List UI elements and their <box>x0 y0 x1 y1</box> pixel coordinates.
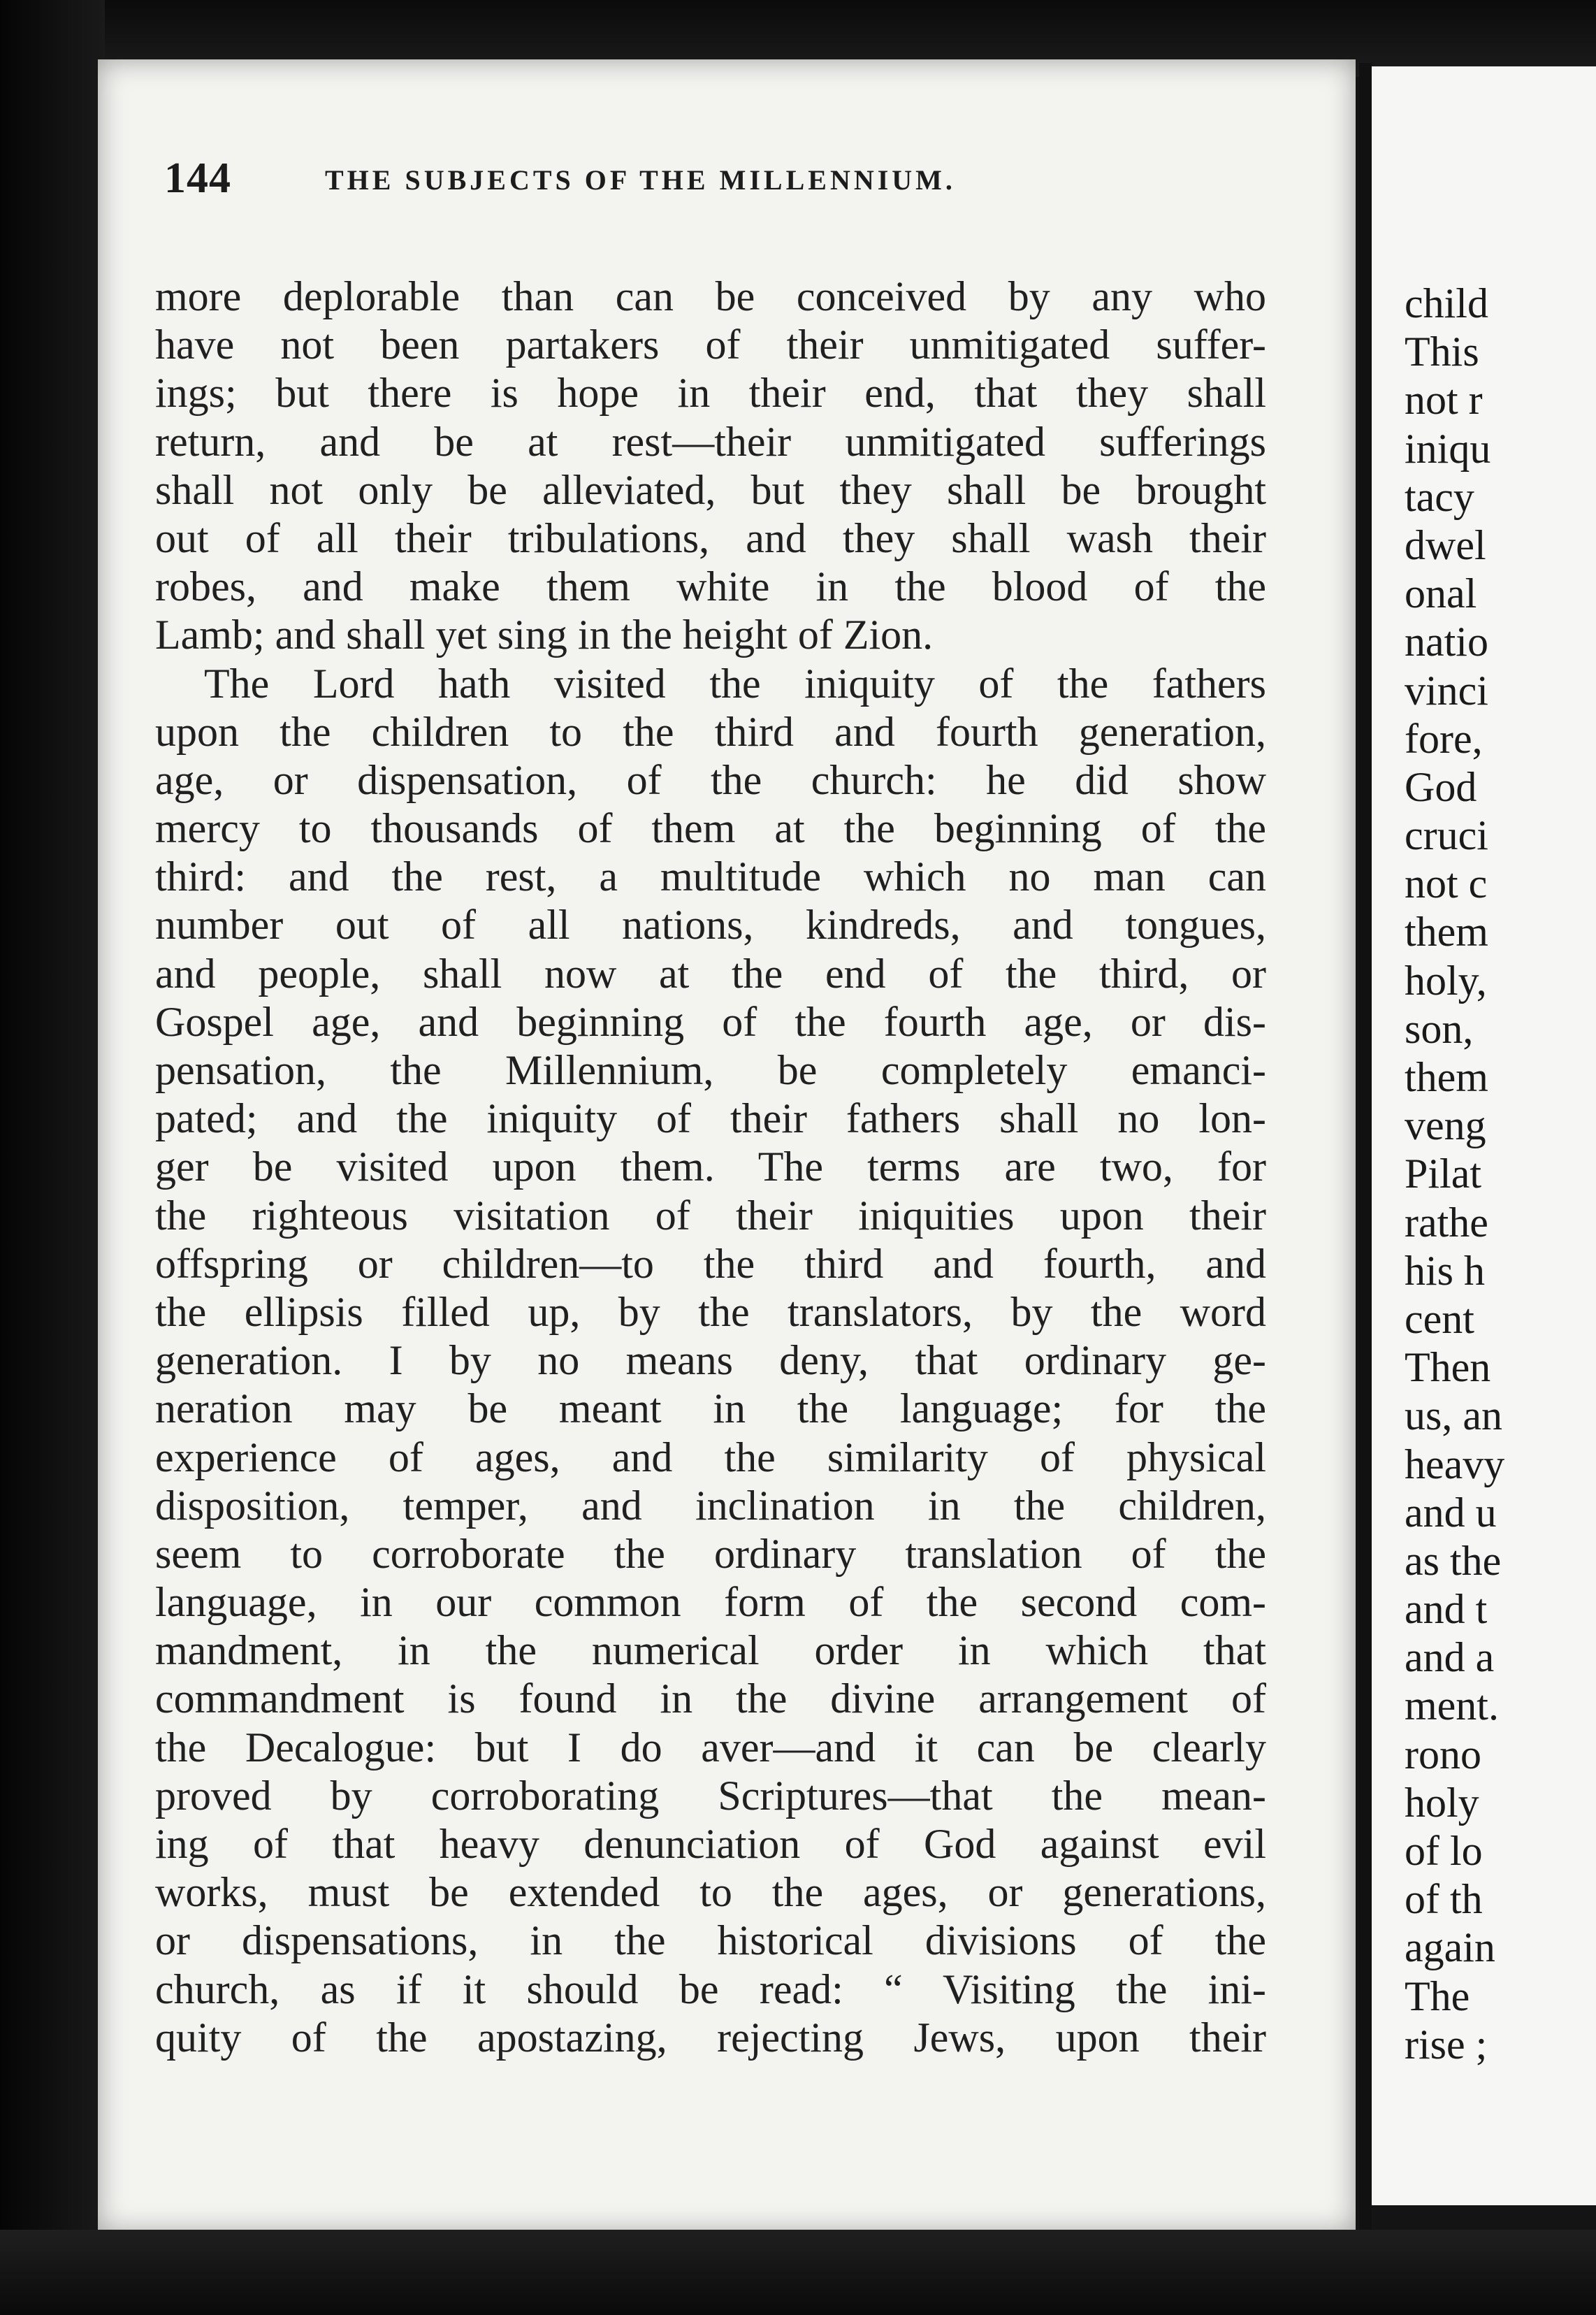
right-text-fragment: not c <box>1405 860 1488 907</box>
text-line: the Decalogue: but I do aver—and it can be clearly <box>155 1724 1266 1770</box>
text-line: robes, and make them white in the blood of the <box>155 563 1266 610</box>
right-text-fragment: rathe <box>1405 1199 1488 1246</box>
right-text-fragment: of lo <box>1405 1828 1483 1874</box>
right-text-fragment: God <box>1405 763 1477 810</box>
scan-left-border <box>0 0 105 2315</box>
right-text-fragment: them <box>1405 1054 1488 1100</box>
text-line: and people, shall now at the end of the third, or <box>155 950 1266 997</box>
right-text-fragment: son, <box>1405 1005 1474 1052</box>
text-line: Lamb; and shall yet sing in the height of Zion. <box>155 612 934 658</box>
scan-bottom-border <box>0 2230 1596 2315</box>
book-gutter <box>1359 63 1372 2251</box>
text-line: more deplorable than can be conceived by any who <box>155 273 1266 319</box>
right-text-fragment: as the <box>1405 1537 1502 1584</box>
text-line: shall not only be alleviated, but they shall be brought <box>155 466 1266 513</box>
text-line: have not been partakers of their unmitigated suffer- <box>155 322 1266 368</box>
body-text <box>155 273 1266 2062</box>
text-line: mercy to thousands of them at the beginning of the <box>155 805 1266 852</box>
right-text-fragment: The <box>1405 1973 1470 2019</box>
right-text-fragment: Then <box>1405 1344 1491 1391</box>
text-line: The Lord hath visited the iniquity of the fathers <box>204 660 1266 707</box>
text-line: experience of ages, and the similarity of physical <box>155 1434 1266 1480</box>
right-text-fragment: holy, <box>1405 957 1487 1004</box>
right-text-fragment: tacy <box>1405 473 1474 520</box>
right-text-fragment: This <box>1405 329 1479 375</box>
right-text-fragment: fore, <box>1405 715 1483 762</box>
text-line: church, as if it should be read: “ Visiting the ini- <box>155 1966 1266 2012</box>
right-text-fragment: holy <box>1405 1779 1479 1826</box>
right-text-fragment: Pilat <box>1405 1151 1482 1197</box>
right-page-text <box>1405 280 1596 2069</box>
text-line: offspring or children—to the third and fourth, and <box>155 1240 1266 1287</box>
text-line: return, and be at rest—their unmitigated sufferings <box>155 418 1266 465</box>
right-text-fragment: veng <box>1405 1102 1486 1149</box>
text-line: pated; and the iniquity of their fathers shall no lon- <box>155 1095 1266 1142</box>
text-line: the righteous visitation of their iniquities upon their <box>155 1192 1266 1239</box>
right-text-fragment: child <box>1405 280 1488 326</box>
right-text-fragment: again <box>1405 1924 1495 1971</box>
right-text-fragment: not r <box>1405 377 1483 424</box>
text-line: works, must be extended to the ages, or generations, <box>155 1869 1266 1916</box>
running-title: THE SUBJECTS OF THE MILLENNIUM. <box>325 164 956 196</box>
right-text-fragment: natio <box>1405 619 1488 665</box>
right-text-fragment: and u <box>1405 1489 1497 1536</box>
text-line: the ellipsis filled up, by the translators, by the word <box>155 1288 1266 1335</box>
right-text-fragment: them <box>1405 909 1488 955</box>
text-line: ing of that heavy denunciation of God against evil <box>155 1821 1266 1867</box>
right-text-fragment: onal <box>1405 570 1477 617</box>
text-line: Gospel age, and beginning of the fourth age, or dis- <box>155 998 1266 1045</box>
text-line: pensation, the Millennium, be completely emanci- <box>155 1047 1266 1093</box>
right-text-fragment: us, an <box>1405 1392 1502 1439</box>
text-line: disposition, temper, and inclination in the children, <box>155 1482 1266 1529</box>
text-line: commandment is found in the divine arrangement of <box>155 1675 1266 1722</box>
text-line: age, or dispensation, of the church: he did show <box>155 756 1266 803</box>
right-text-fragment: cruci <box>1405 812 1488 859</box>
page-number: 144 <box>164 154 231 202</box>
text-line: ger be visited upon them. The terms are two, for <box>155 1144 1266 1190</box>
text-line: neration may be meant in the language; for the <box>155 1385 1266 1432</box>
right-text-fragment: heavy <box>1405 1441 1505 1487</box>
right-text-fragment: dwel <box>1405 521 1486 568</box>
text-line: generation. I by no means deny, that ordinary ge- <box>155 1337 1266 1384</box>
text-line: mandment, in the numerical order in which that <box>155 1627 1266 1674</box>
right-text-fragment: cent <box>1405 1295 1474 1342</box>
text-line: quity of the apostazing, rejecting Jews, upon their <box>155 2014 1266 2061</box>
text-line: seem to corroborate the ordinary translation of the <box>155 1530 1266 1577</box>
page-header <box>164 154 1282 203</box>
right-text-fragment: ment. <box>1405 1682 1499 1729</box>
text-line: out of all their tribulations, and they shall wash their <box>155 514 1266 561</box>
text-line: third: and the rest, a multitude which no man can <box>155 853 1266 900</box>
right-text-fragment: and t <box>1405 1586 1488 1633</box>
text-line: ings; but there is hope in their end, that they shall <box>155 370 1266 417</box>
text-line: proved by corroborating Scriptures—that the mean- <box>155 1772 1266 1819</box>
right-text-fragment: vinci <box>1405 667 1488 714</box>
text-line: language, in our common form of the second com- <box>155 1579 1266 1626</box>
text-line: number out of all nations, kindreds, and tongues, <box>155 902 1266 949</box>
text-line: or dispensations, in the historical divisions of the <box>155 1917 1266 1964</box>
right-text-fragment: his h <box>1405 1247 1486 1294</box>
right-text-fragment: iniqu <box>1405 425 1491 472</box>
text-line: upon the children to the third and fourth generation, <box>155 708 1266 755</box>
right-text-fragment: rise ; <box>1405 2021 1488 2068</box>
right-text-fragment: and a <box>1405 1634 1495 1681</box>
right-text-fragment: of th <box>1405 1876 1483 1923</box>
right-text-fragment: rono <box>1405 1731 1481 1777</box>
